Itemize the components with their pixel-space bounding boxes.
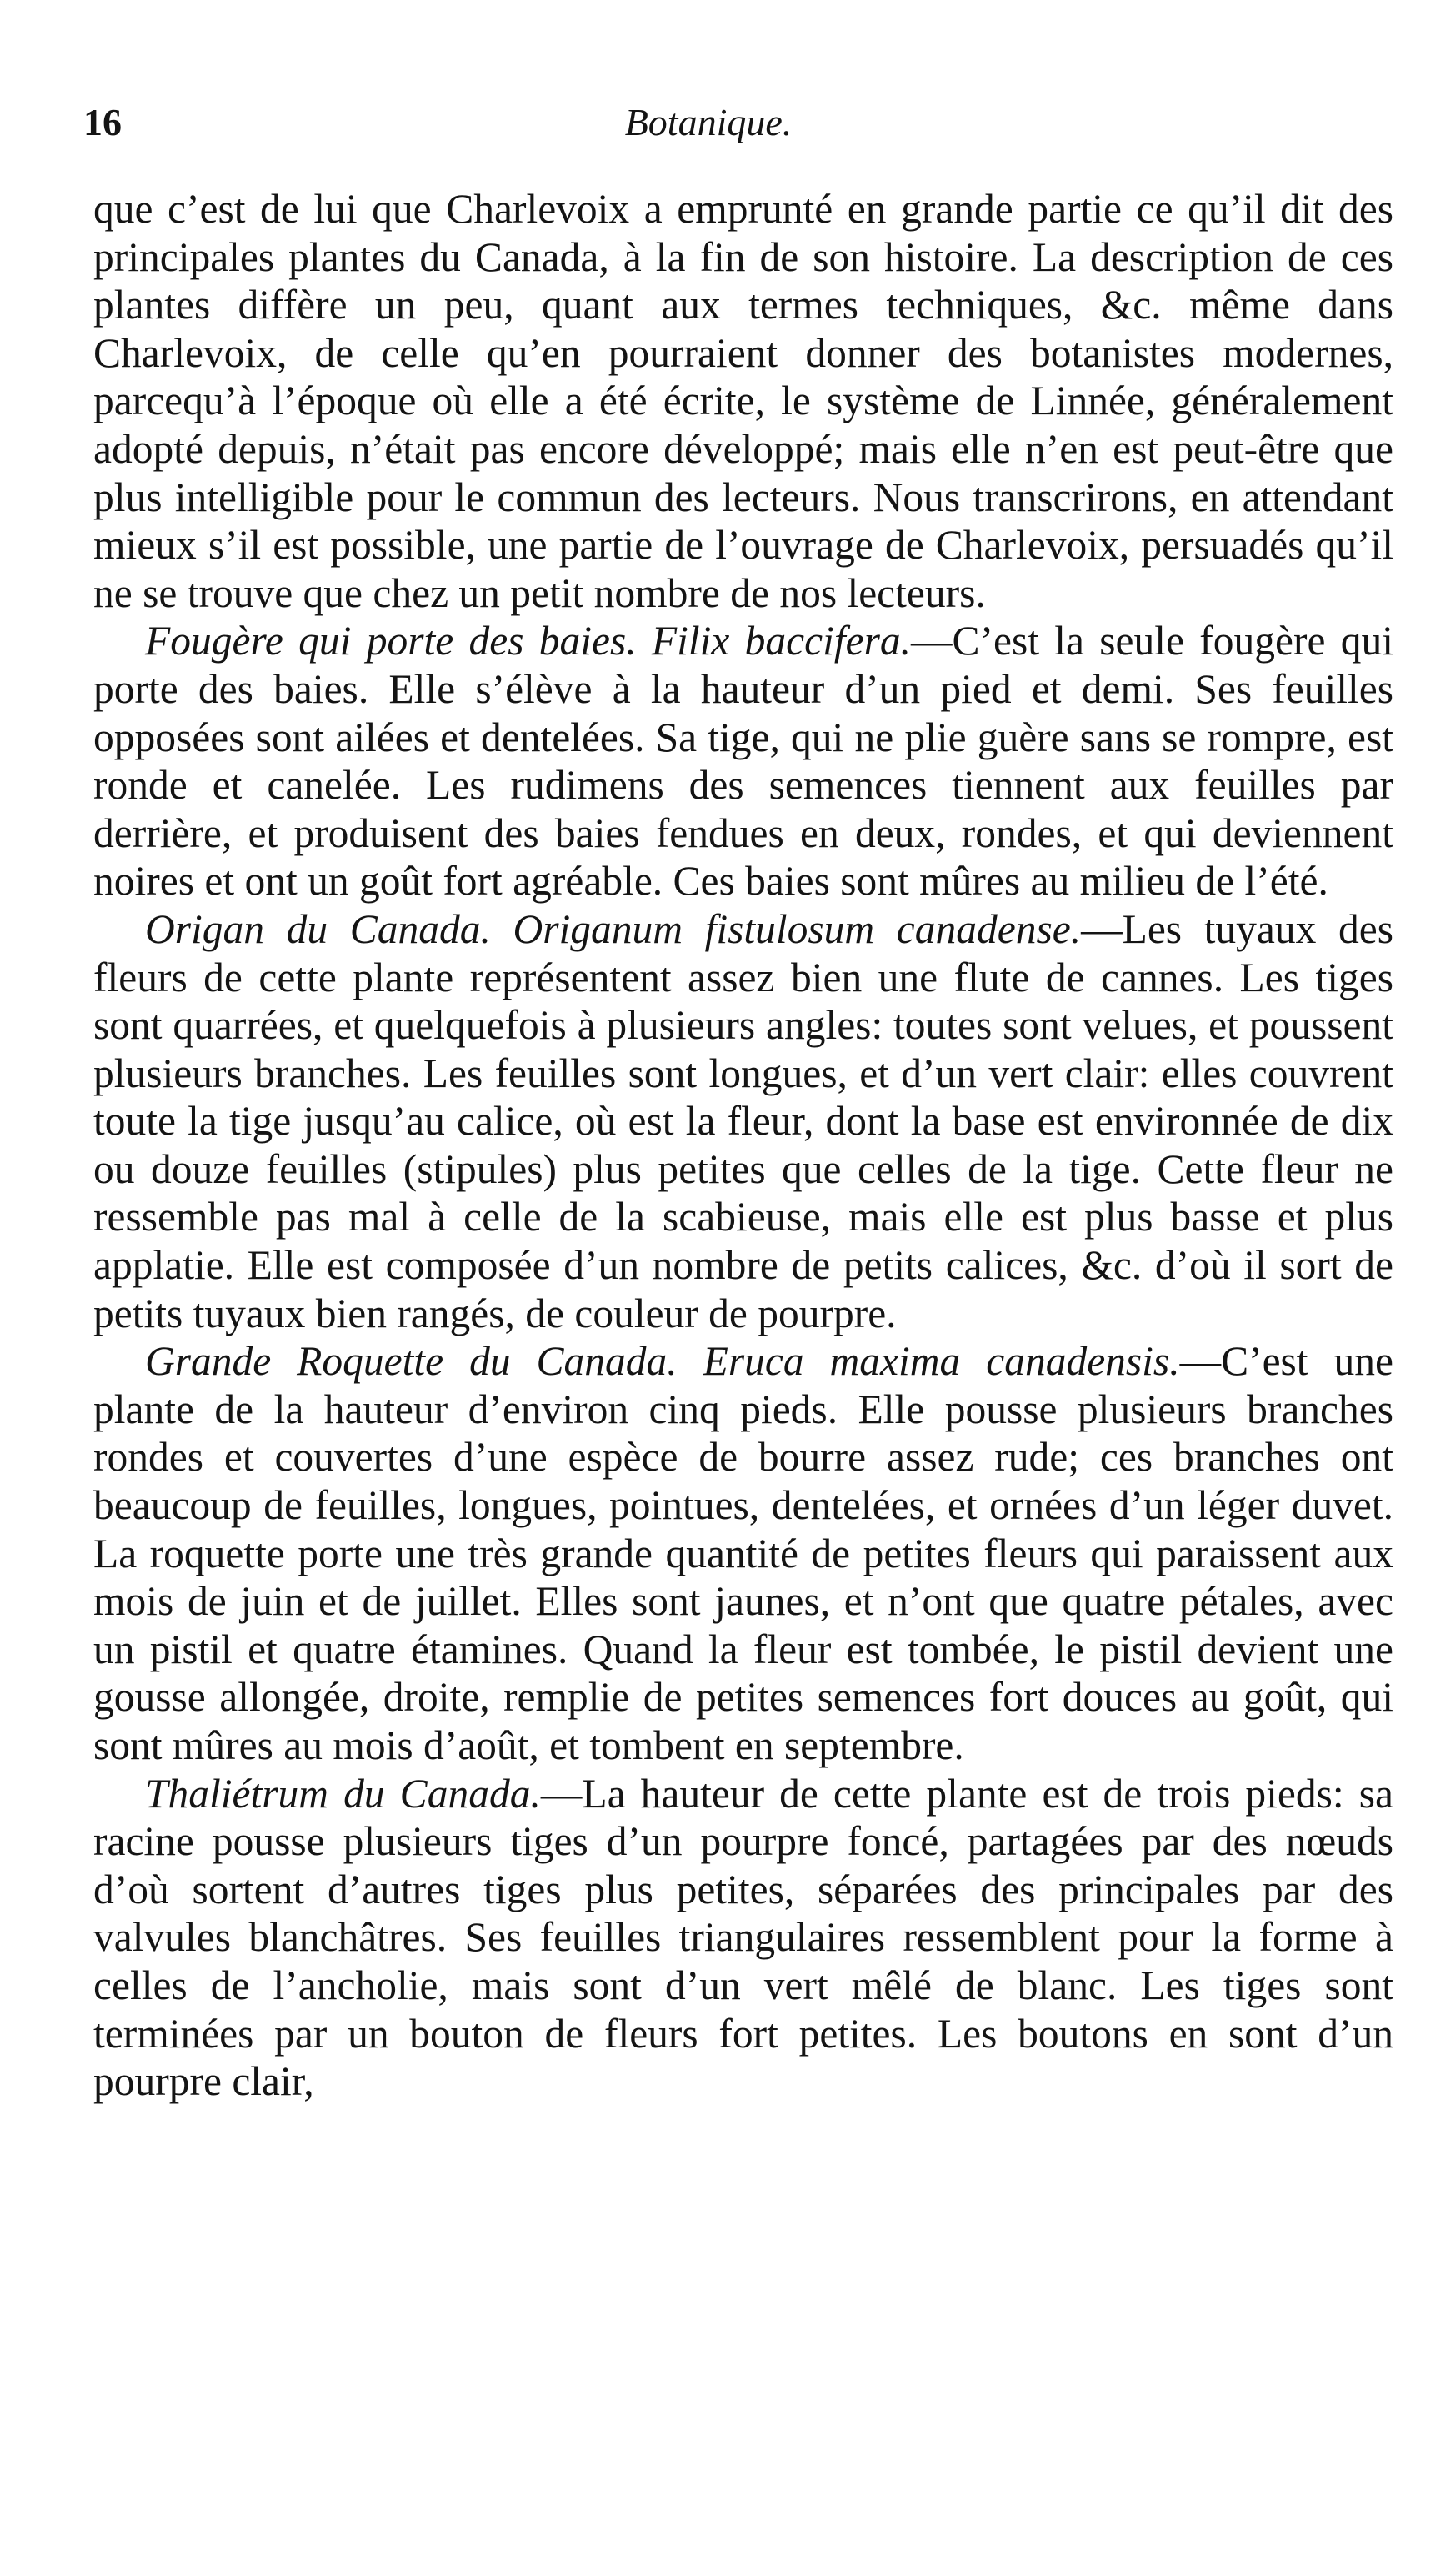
entry-origan xyxy=(93,905,1393,1337)
page-header xyxy=(83,93,1417,152)
running-title: Botanique. xyxy=(624,101,793,143)
entry-name: Thaliétrum du Canada. xyxy=(145,1770,541,1817)
entry-description: —Les tuyaux des fleurs de cette plante représentent assez bien une flute de cannes. Les tiges sont quarrées, et quelquefois à plusieurs angles: toutes sont velues, et poussent plusieurs branches. Les feuilles sont longues, et d’un vert clair: elles couvrent toute la tige jusqu’au calice, où est la fleur, dont la base est environnée de dix ou douze feuilles (stipules) plus petites que celles de la tige. Cette fleur ne ressemble pas mal à celle de la scabieuse, mais elle est plus basse et plus applatie. Elle est composée d’un nombre de petits calices, &c. d’où il sort de petits tuyaux bien rangés, de couleur de pourpre. xyxy=(93,905,1393,1336)
entry-name: Fougère qui porte des baies. xyxy=(145,618,637,664)
entry-latin-name: Eruca maxima canadensis. xyxy=(703,1338,1180,1385)
entry-name: Origan du Canada. xyxy=(145,905,491,952)
entry-roquette xyxy=(93,1337,1393,1769)
entry-description: —C’est une plante de la hauteur d’environ cinq pieds. Elle pousse plusieurs branches rondes et couvertes d’une espèce de bourre assez rude; ces branches ont beaucoup de feuilles, longues, pointues, dentelées, et ornées d’un léger duvet. La roquette porte une très grande quantité de petites fleurs qui paraissent aux mois de juin et de juillet. Elles sont jaunes, et n’ont que quatre pétales, avec un pistil et quatre étamines. Quand la fleur est tombée, le pistil devient une gousse allongée, droite, remplie de petites semences fort douces au goût, qui sont mûres au mois d’août, et tombent en septembre. xyxy=(93,1338,1393,1768)
entry-description: —La hauteur de cette plante est de trois pieds: sa racine pousse plusieurs tiges d’un pourpre foncé, partagées par des nœuds d’où sortent d’autres tiges plus petites, séparées des principales par des valvules blanchâtres. Ses feuilles triangulaires ressemblent pour la forme à celles de l’ancholie, mais sont d’un vert mêlé de blanc. Les tiges sont terminées par un bouton de fleurs fort petites. Les boutons en sont d’un pourpre clair, xyxy=(93,1770,1393,2105)
entry-description: —C’est la seule fougère qui porte des baies. Elle s’élève à la hauteur d’un pied et demi. Ses feuilles opposées sont ailées et dentelées. Sa tige, qui ne plie guère sans se rompre, est ronde et canelée. Les rudimens des semences tiennent aux feuilles par derrière, et produisent des baies fendues en deux, rondes, et qui deviennent noires et ont un goût fort agréable. Ces baies sont mûres au milieu de l’été. xyxy=(93,618,1394,905)
entry-latin-name: Filix baccifera. xyxy=(651,618,911,664)
entry-fougere xyxy=(93,617,1393,905)
intro-paragraph: que c’est de lui que Charlevoix a emprunté en grande partie ce qu’il dit des principales plantes du Canada, à la fin de son histoire. La description de ces plantes diffère un peu, quant aux termes techniques, &c. même dans Charlevoix, de celle qu’en pourraient donner des botanistes modernes, parcequ’à l’époque où elle a été écrite, le système de Linnée, généralement adopté depuis, n’était pas encore développé; mais elle n’en est peut-être que plus intelligible pour le commun des lecteurs. Nous transcrirons, en attendant mieux s’il est possible, une partie de l’ouvrage de Charlevoix, persuadés qu’il ne se trouve que chez un petit nombre de nos lecteurs. xyxy=(93,186,1393,616)
page-number: 16 xyxy=(83,101,122,143)
entry-name: Grande Roquette du Canada. xyxy=(145,1338,678,1385)
body-text xyxy=(93,185,1393,2106)
entry-latin-name: Origanum fistulosum canadense. xyxy=(513,905,1082,952)
entry-thalietrum xyxy=(93,1770,1393,2106)
